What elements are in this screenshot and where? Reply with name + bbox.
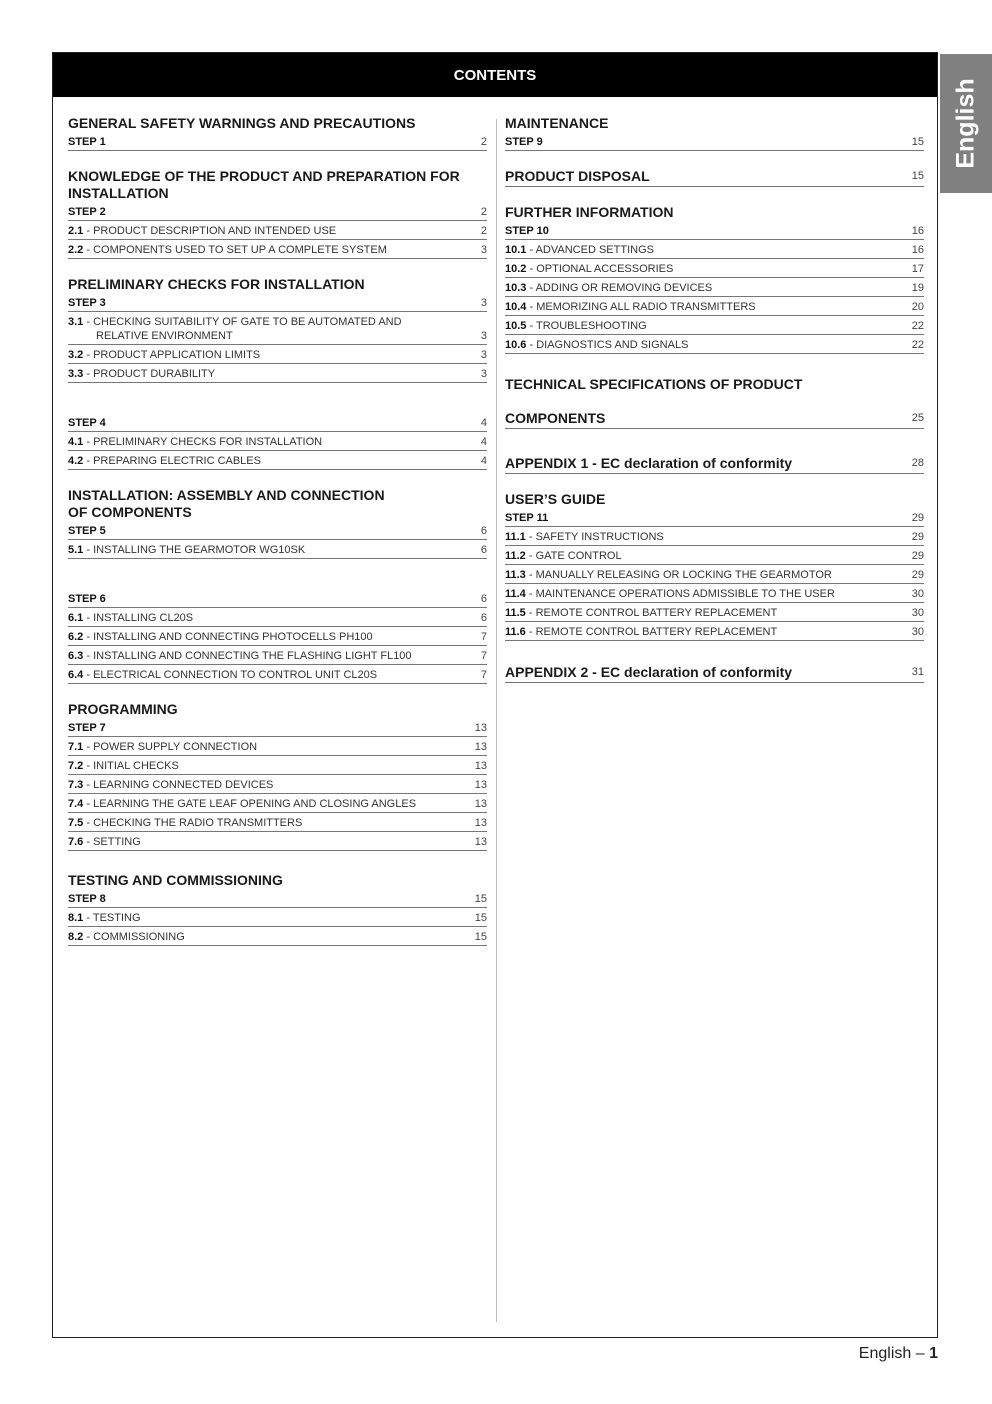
step-label: STEP 11	[505, 512, 549, 524]
entry-text: REMOTE CONTROL BATTERY REPLACEMENT	[535, 626, 778, 638]
entry-number: 6.2	[68, 631, 84, 643]
section-title: FURTHER INFORMATION	[505, 204, 674, 220]
page-number: 13	[474, 798, 487, 810]
step-label: STEP 10	[505, 225, 549, 237]
page-number: 3	[480, 368, 487, 380]
toc-entry-row[interactable]: 8.2 - COMMISSIONING 15	[68, 927, 487, 946]
page-number: 19	[911, 282, 924, 294]
page-number: 7	[480, 669, 487, 681]
toc-entry-row[interactable]: 6.4 - ELECTRICAL CONNECTION TO CONTROL UNIT CL20S 7	[68, 665, 487, 684]
page-number: 3	[480, 244, 487, 256]
page-number: 2	[480, 136, 487, 148]
toc-entry-row[interactable]: 2.2 - COMPONENTS USED TO SET UP A COMPLETE SYSTEM 3	[68, 240, 487, 259]
entry-number: 3.3	[68, 368, 84, 380]
toc-step-row[interactable]	[505, 508, 924, 527]
toc-section-step6	[68, 576, 487, 684]
entry-number: 7.3	[68, 779, 84, 791]
entry-number: 11.2	[505, 550, 526, 562]
page-number: 17	[911, 263, 924, 275]
page-number: 6	[480, 593, 487, 605]
toc-section-safety	[68, 115, 487, 151]
step-label: STEP 9	[505, 136, 543, 148]
entry-text: POWER SUPPLY CONNECTION	[93, 741, 258, 753]
entry-text: ADVANCED SETTINGS	[535, 244, 654, 256]
toc-entry-row[interactable]: 7.1 - POWER SUPPLY CONNECTION 13	[68, 737, 487, 756]
step-label: STEP 4	[68, 417, 106, 429]
toc-entry-row[interactable]: 7.5 - CHECKING THE RADIO TRANSMITTERS 13	[68, 813, 487, 832]
page-number: 30	[911, 588, 924, 600]
page-number: 2	[480, 206, 487, 218]
toc-entry-row[interactable]: 5.1 - INSTALLING THE GEARMOTOR WG10SK 6	[68, 540, 487, 559]
step-label: STEP 7	[68, 722, 106, 734]
entry-number: 2.2	[68, 244, 84, 256]
entry-text: COMPONENTS USED TO SET UP A COMPLETE SYSTEM	[93, 244, 387, 256]
step-label: STEP 2	[68, 206, 106, 218]
section-title: APPENDIX 2 - EC declaration of conformity	[505, 664, 793, 680]
entry-number: 11.4	[505, 588, 526, 600]
entry-number: 11.5	[505, 607, 526, 619]
page-number: 29	[911, 550, 924, 562]
step-label: STEP 1	[68, 136, 106, 148]
page-number: 31	[911, 666, 924, 678]
entry-number: 5.1	[68, 544, 84, 556]
step-label: STEP 5	[68, 525, 106, 537]
page-number: 15	[474, 893, 487, 905]
toc-section-preliminary	[68, 276, 487, 383]
section-title-continued: OF COMPONENTS	[68, 504, 192, 520]
section-title: INSTALLATION: ASSEMBLY AND CONNECTION	[68, 487, 385, 503]
page-number: 13	[474, 817, 487, 829]
toc-entry-row[interactable]: 11.6 - REMOTE CONTROL BATTERY REPLACEMENT 30	[505, 622, 924, 641]
toc-section-maintenance	[505, 115, 924, 151]
entry-number: 4.1	[68, 436, 84, 448]
section-title: PRODUCT DISPOSAL	[505, 168, 650, 184]
page-number: 22	[911, 339, 924, 351]
page-number: 30	[911, 607, 924, 619]
entry-text: INSTALLING AND CONNECTING PHOTOCELLS PH100	[93, 631, 373, 643]
entry-number: 8.2	[68, 931, 84, 943]
entry-number: 8.1	[68, 912, 84, 924]
toc-heading-row[interactable]	[505, 168, 924, 187]
toc-heading-row[interactable]	[505, 455, 924, 474]
page-number: 13	[474, 836, 487, 848]
section-title: USER’S GUIDE	[505, 491, 606, 507]
entry-number: 11.6	[505, 626, 526, 638]
toc-step-row[interactable]	[68, 589, 487, 608]
toc-entry-row[interactable]: 4.1 - PRELIMINARY CHECKS FOR INSTALLATION 4	[68, 432, 487, 451]
entry-number: 2.1	[68, 225, 84, 237]
toc-entry-row[interactable]: 6.1 - INSTALLING CL20S 6	[68, 608, 487, 627]
language-tab-label: English	[951, 78, 980, 169]
language-tab	[940, 54, 992, 193]
page-number: 30	[911, 626, 924, 638]
toc-section-appendix2	[505, 658, 924, 683]
toc-entry-row[interactable]: 6.2 - INSTALLING AND CONNECTING PHOTOCELLS PH100 7	[68, 627, 487, 646]
toc-entry-row[interactable]: 11.1 - SAFETY INSTRUCTIONS 29	[505, 527, 924, 546]
toc-entry-row[interactable]: 10.6 - DIAGNOSTICS AND SIGNALS 22	[505, 335, 924, 354]
page-number: 28	[911, 457, 924, 469]
entry-text: REMOTE CONTROL BATTERY REPLACEMENT	[535, 607, 778, 619]
toc-step-row[interactable]	[68, 413, 487, 432]
section-title: TESTING AND COMMISSIONING	[68, 872, 283, 888]
page-number: 15	[911, 136, 924, 148]
entry-text-continued: RELATIVE ENVIRONMENT	[96, 330, 233, 342]
entry-text: SAFETY INSTRUCTIONS	[535, 531, 664, 543]
entry-text: PRODUCT APPLICATION LIMITS	[93, 349, 261, 361]
step-label: STEP 3	[68, 297, 106, 309]
page-number: 15	[474, 931, 487, 943]
toc-step-row[interactable]	[505, 221, 924, 240]
entry-number: 6.3	[68, 650, 84, 662]
entry-number: 7.5	[68, 817, 84, 829]
page-number: 6	[480, 612, 487, 624]
entry-number: 6.4	[68, 669, 84, 681]
toc-step-row[interactable]	[68, 889, 487, 908]
entry-number: 10.5	[505, 320, 527, 332]
entry-number: 4.2	[68, 455, 84, 467]
page-number: 13	[474, 779, 487, 791]
page-number: 6	[480, 544, 487, 556]
step-label: STEP 8	[68, 893, 106, 905]
toc-entry-row[interactable]: 7.4 - LEARNING THE GATE LEAF OPENING AND CLOSING ANGLES 13	[68, 794, 487, 813]
toc-step-row[interactable]	[68, 132, 487, 151]
page-number: 3	[480, 297, 487, 309]
section-title: PROGRAMMING	[68, 701, 178, 717]
page-number: 7	[480, 631, 487, 643]
page-number: 4	[480, 455, 487, 467]
toc-step-row[interactable]	[68, 521, 487, 540]
entry-number: 10.1	[505, 244, 527, 256]
page-number: 16	[911, 225, 924, 237]
step-label: STEP 6	[68, 593, 106, 605]
page-footer	[859, 1345, 938, 1363]
toc-entry-row[interactable]: 11.2 - GATE CONTROL 29	[505, 546, 924, 565]
column-divider	[496, 119, 497, 1322]
toc-section-disposal	[505, 168, 924, 187]
entry-number: 7.6	[68, 836, 84, 848]
section-title: PRELIMINARY CHECKS FOR INSTALLATION	[68, 276, 365, 292]
toc-entry-row[interactable]: 10.5 - TROUBLESHOOTING 22	[505, 316, 924, 335]
entry-text: DIAGNOSTICS AND SIGNALS	[536, 339, 689, 351]
contents-header	[53, 53, 937, 97]
footer-language: English	[858, 1345, 912, 1362]
entry-text: INSTALLING THE GEARMOTOR WG10SK	[93, 544, 306, 556]
section-title: GENERAL SAFETY WARNINGS AND PRECAUTIONS	[68, 115, 416, 131]
toc-step-row[interactable]	[68, 718, 487, 737]
page-number: 7	[480, 650, 487, 662]
entry-number: 7.4	[68, 798, 84, 810]
toc-entry-row[interactable]: 11.4 - MAINTENANCE OPERATIONS ADMISSIBLE TO THE USER 30	[505, 584, 924, 603]
entry-text: MAINTENANCE OPERATIONS ADMISSIBLE TO THE USER	[535, 588, 835, 600]
toc-left-column	[68, 115, 487, 963]
entry-text: LEARNING THE GATE LEAF OPENING AND CLOSING ANGLES	[93, 798, 417, 810]
entry-text: CHECKING SUITABILITY OF GATE TO BE AUTOMATED AND	[93, 316, 402, 328]
toc-section-programming	[68, 701, 487, 851]
toc-section-step4	[68, 400, 487, 470]
entry-text: GATE CONTROL	[535, 550, 622, 562]
toc-section-technical	[505, 371, 924, 429]
toc-entry-row[interactable]: 10.2 - OPTIONAL ACCESSORIES 17	[505, 259, 924, 278]
toc-entry-row[interactable]: 7.6 - SETTING 13	[68, 832, 487, 851]
page-number: 22	[911, 320, 924, 332]
toc-heading-row[interactable]	[505, 410, 924, 429]
entry-text: PRODUCT DESCRIPTION AND INTENDED USE	[93, 225, 337, 237]
entry-number: 10.4	[505, 301, 527, 313]
toc-section-users-guide	[505, 491, 924, 641]
page-number: 16	[911, 244, 924, 256]
toc-entry-row[interactable]: 8.1 - TESTING 15	[68, 908, 487, 927]
section-title: APPENDIX 1 - EC declaration of conformity	[505, 455, 793, 471]
entry-text: PRELIMINARY CHECKS FOR INSTALLATION	[93, 436, 323, 448]
entry-text: COMMISSIONING	[93, 931, 185, 943]
section-title: KNOWLEDGE OF THE PRODUCT AND PREPARATION FOR INSTALLATION	[68, 168, 460, 201]
toc-section-testing	[68, 868, 487, 946]
entry-text: ELECTRICAL CONNECTION TO CONTROL UNIT CL20S	[93, 669, 378, 681]
entry-text: INSTALLING AND CONNECTING THE FLASHING LIGHT FL100	[93, 650, 412, 662]
toc-section-further	[505, 204, 924, 354]
entry-text: CHECKING THE RADIO TRANSMITTERS	[93, 817, 303, 829]
page-number: 13	[474, 722, 487, 734]
entry-text: ADDING OR REMOVING DEVICES	[535, 282, 713, 294]
toc-entry-row[interactable]: 10.1 - ADVANCED SETTINGS 16	[505, 240, 924, 259]
toc-entry-row[interactable]: 3.1 - CHECKING SUITABILITY OF GATE TO BE AUTOMATED AND RELATIVE ENVIRONMENT 3	[68, 312, 487, 345]
entry-number: 10.3	[505, 282, 527, 294]
entry-text: INITIAL CHECKS	[93, 760, 179, 772]
entry-number: 11.3	[505, 569, 526, 581]
entry-text: OPTIONAL ACCESSORIES	[536, 263, 674, 275]
section-title: TECHNICAL SPECIFICATIONS OF PRODUCT	[505, 376, 803, 392]
page-number: 15	[474, 912, 487, 924]
entry-number: 7.1	[68, 741, 84, 753]
entry-text: TROUBLESHOOTING	[536, 320, 647, 332]
toc-entry-row[interactable]: 10.4 - MEMORIZING ALL RADIO TRANSMITTERS 20	[505, 297, 924, 316]
entry-text: SETTING	[93, 836, 141, 848]
entry-number: 3.2	[68, 349, 84, 361]
toc-entry-row[interactable]: 4.2 - PREPARING ELECTRIC CABLES 4	[68, 451, 487, 470]
page-number: 29	[911, 531, 924, 543]
entry-number: 3.1	[68, 316, 84, 328]
toc-entry-row[interactable]: 7.2 - INITIAL CHECKS 13	[68, 756, 487, 775]
toc-step-row[interactable]	[505, 132, 924, 151]
entry-text: LEARNING CONNECTED DEVICES	[93, 779, 274, 791]
toc-entry-row[interactable]: 3.2 - PRODUCT APPLICATION LIMITS 3	[68, 345, 487, 364]
toc-entry-row[interactable]: 11.3 - MANUALLY RELEASING OR LOCKING THE GEARMOTOR 29	[505, 565, 924, 584]
section-title-continued: COMPONENTS	[505, 410, 606, 426]
page-number: 3	[480, 349, 487, 361]
entry-number: 10.6	[505, 339, 527, 351]
entry-text: INSTALLING CL20S	[93, 612, 194, 624]
page-number: 3	[480, 330, 487, 342]
entry-number: 7.2	[68, 760, 84, 772]
toc-section-knowledge	[68, 168, 487, 259]
entry-number: 6.1	[68, 612, 84, 624]
entry-text: MANUALLY RELEASING OR LOCKING THE GEARMOTOR	[535, 569, 832, 581]
entry-text: PREPARING ELECTRIC CABLES	[93, 455, 261, 467]
page-number: 25	[911, 412, 924, 424]
toc-heading-row[interactable]	[505, 664, 924, 683]
toc-entry-row[interactable]: 6.3 - INSTALLING AND CONNECTING THE FLASHING LIGHT FL100 7	[68, 646, 487, 665]
toc-section-installation	[68, 487, 487, 559]
toc-entry-row[interactable]: 3.3 - PRODUCT DURABILITY 3	[68, 364, 487, 383]
entry-number: 11.1	[505, 531, 526, 543]
page-number: 2	[480, 225, 487, 237]
toc-entry-row[interactable]: 2.1 - PRODUCT DESCRIPTION AND INTENDED USE 2	[68, 221, 487, 240]
entry-text: TESTING	[92, 912, 141, 924]
contents-title: CONTENTS	[453, 66, 537, 84]
toc-section-appendix1	[505, 446, 924, 474]
toc-step-row[interactable]	[68, 202, 487, 221]
page-number: 13	[474, 741, 487, 753]
page-number: 13	[474, 760, 487, 772]
page-number: 29	[911, 512, 924, 524]
page-number: 4	[480, 436, 487, 448]
footer-page-number: 1	[929, 1345, 938, 1362]
toc-entry-row[interactable]: 7.3 - LEARNING CONNECTED DEVICES 13	[68, 775, 487, 794]
toc-entry-row[interactable]: 10.3 - ADDING OR REMOVING DEVICES 19	[505, 278, 924, 297]
section-title: MAINTENANCE	[505, 115, 609, 131]
page-number: 29	[911, 569, 924, 581]
footer-separator: –	[915, 1345, 925, 1362]
toc-right-column	[505, 115, 924, 700]
page-number: 15	[911, 170, 924, 182]
page-number: 20	[911, 301, 924, 313]
entry-number: 10.2	[505, 263, 527, 275]
page-number: 6	[480, 525, 487, 537]
toc-step-row[interactable]	[68, 293, 487, 312]
entry-text: PRODUCT DURABILITY	[93, 368, 216, 380]
entry-text: MEMORIZING ALL RADIO TRANSMITTERS	[536, 301, 756, 313]
page-number: 4	[480, 417, 487, 429]
toc-entry-row[interactable]: 11.5 - REMOTE CONTROL BATTERY REPLACEMENT 30	[505, 603, 924, 622]
